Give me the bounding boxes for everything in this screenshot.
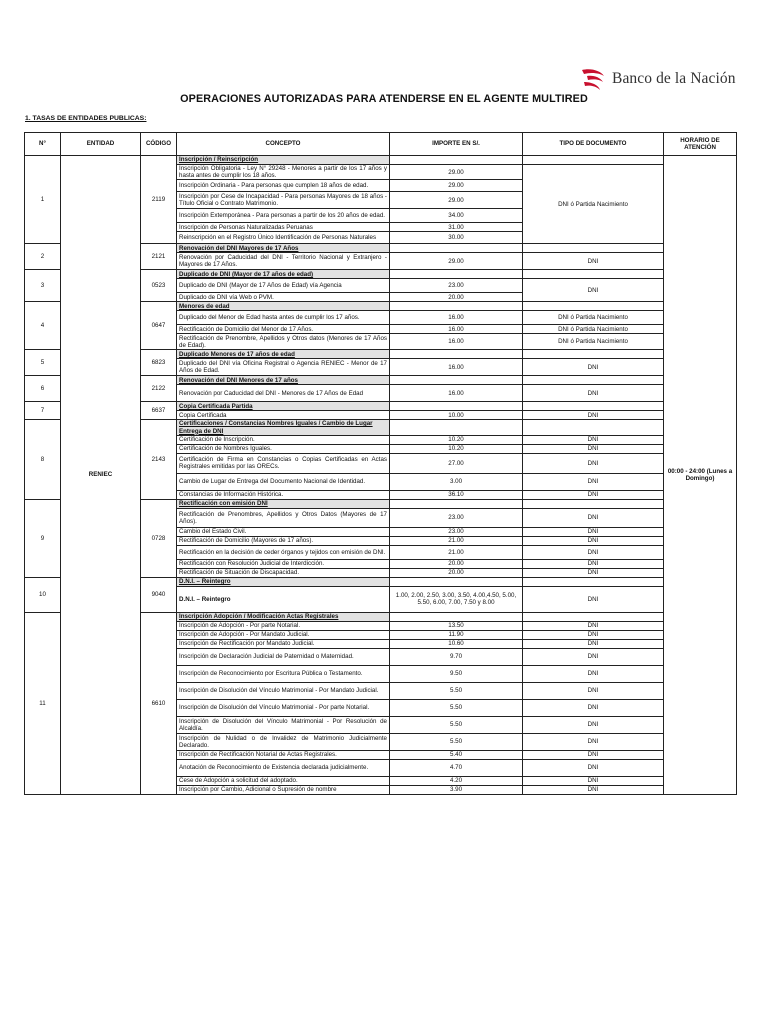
doc-type-cell: DNI ó Partida Nacimiento [523,334,664,350]
concept-cell: Inscripción de Personas Naturalizadas Peruanas [177,223,390,232]
concept-cell: Rectificación con Resolución Judicial de Interdicción. [177,559,390,568]
amount-cell: 13.50 [390,621,523,630]
doc-type-cell: DNI [523,759,664,776]
concept-cell: Reinscripción en el Registro Único Identificación de Personas Naturales [177,232,390,244]
amount-cell: 16.00 [390,325,523,334]
code-cell: 6823 [141,350,177,376]
concept-cell: Renovación por Caducidad del DNI - Menores de 17 Años de Edad [177,385,390,402]
amount-cell: 29.00 [390,180,523,192]
concept-cell: Cese de Adopción a solicitud del adoptado. [177,776,390,785]
bank-logo [578,66,736,92]
amount-cell: 16.00 [390,359,523,376]
concept-cell: Constancias de Información Histórica. [177,490,390,499]
col-header-importe: IMPORTE EN S/. [390,133,523,156]
code-cell: 2121 [141,244,177,270]
row-number: 9 [25,499,61,577]
concept-cell: Inscripción Obligatoria - Ley N° 29248 - Menores a partir de los 17 años y hasta antes de cumplir los 18 años. [177,165,390,180]
concept-cell: Inscripción de Nulidad o de Invalidez de Matrimonio Judicialmente Declarado. [177,733,390,750]
amount-cell: 36.10 [390,490,523,499]
col-header-concepto: CONCEPTO [177,133,390,156]
row-number: 8 [25,420,61,499]
concept-cell: Duplicado de DNI (Mayor de 17 Años de Edad) vía Agencia [177,279,390,293]
code-cell: 9040 [141,577,177,612]
doc-type-cell: DNI [523,733,664,750]
section-title: Duplicado de DNI (Mayor de 17 años de edad) [177,270,390,279]
code-cell: 2143 [141,420,177,499]
section-title: Duplicado Menores de 17 años de edad [177,350,390,359]
empty-cell [523,402,664,411]
concept-cell: Inscripción de Reconocimiento por Escritura Pública o Testamento. [177,665,390,682]
concept-cell: Duplicado de DNI vía Web o PVM. [177,293,390,302]
concept-cell: Inscripción de Rectificación Notarial de Actas Registrales. [177,750,390,759]
row-number: 10 [25,577,61,612]
concept-cell: Cambio del Estado Civil. [177,527,390,536]
amount-cell: 29.00 [390,253,523,270]
concept-cell: Inscripción de Adopción - Por parte Notarial. [177,621,390,630]
empty-cell [390,302,523,311]
doc-type-cell: DNI [523,559,664,568]
row-number: 6 [25,376,61,402]
entity-cell: RENIEC [61,156,141,795]
banco-nacion-logo-icon [578,66,608,92]
doc-type-cell: DNI [523,411,664,420]
section-title: Renovación del DNI Menores de 17 años [177,376,390,385]
concept-cell: Inscripción Ordinaria - Para personas que cumplen 18 años de edad. [177,180,390,192]
empty-cell [390,612,523,621]
amount-cell: 27.00 [390,453,523,473]
section-title: Rectificación con emisión DNI [177,499,390,508]
concept-cell: Duplicado del Menor de Edad hasta antes de cumplir los 17 años. [177,311,390,325]
row-number: 3 [25,270,61,302]
code-cell: 0647 [141,302,177,350]
empty-cell [523,376,664,385]
doc-type-cell: DNI [523,279,664,302]
doc-type-cell: DNI [523,639,664,648]
section-title: Menores de edad [177,302,390,311]
row-number: 1 [25,156,61,244]
row-number: 11 [25,612,61,794]
doc-type-cell: DNI [523,527,664,536]
empty-cell [390,270,523,279]
concept-cell: Certificación de Inscripción. [177,435,390,444]
page-title: OPERACIONES AUTORIZADAS PARA ATENDERSE EN EL AGENTE MULTIRED [180,93,588,105]
amount-cell: 3.00 [390,473,523,490]
concept-cell: Rectificación de Domicilio (Mayores de 17 años). [177,536,390,545]
amount-cell: 29.00 [390,165,523,180]
empty-cell [523,577,664,586]
doc-type-cell: DNI [523,444,664,453]
row-number: 7 [25,402,61,420]
concept-cell: Cambio de Lugar de Entrega del Documento Nacional de Identidad. [177,473,390,490]
bank-name: Banco de la Nación [612,70,736,87]
doc-type-cell: DNI [523,435,664,444]
empty-cell [523,350,664,359]
amount-cell: 5.50 [390,716,523,733]
amount-cell: 20.00 [390,559,523,568]
code-cell: 2122 [141,376,177,402]
amount-cell: 10.00 [390,411,523,420]
amount-cell: 23.00 [390,279,523,293]
concept-cell: Inscripción de Adopción - Por Mandato Judicial. [177,630,390,639]
doc-type-cell: DNI ó Partida Nacimiento [523,311,664,325]
code-cell: 6637 [141,402,177,420]
amount-cell: 5.40 [390,750,523,759]
empty-cell [390,350,523,359]
doc-type-cell: DNI [523,665,664,682]
empty-cell [390,499,523,508]
empty-cell [523,499,664,508]
amount-cell: 3.90 [390,785,523,794]
doc-type-cell: DNI ó Partida Nacimiento [523,165,664,244]
amount-cell: 5.50 [390,733,523,750]
doc-type-cell: DNI [523,359,664,376]
empty-cell [523,302,664,311]
doc-type-cell: DNI [523,568,664,577]
concept-cell: Inscripción por Cese de Incapacidad - Para personas Mayores de 18 años - Título Oficial o Contrato Matrimonio. [177,192,390,209]
doc-type-cell: DNI [523,490,664,499]
col-header-horario: HORARIO DE ATENCIÓN [664,133,737,156]
col-header-n: N° [25,133,61,156]
amount-cell: 9.70 [390,648,523,665]
section-subtitle: 1. TASAS DE ENTIDADES PUBLICAS: [25,115,147,122]
amount-cell: 29.00 [390,192,523,209]
empty-cell [390,420,523,435]
amount-cell: 1.00, 2.00, 2.50, 3.00, 3.50, 4.00,4.50, 5.00, 5.50, 6.00, 7.00, 7.50 y 8.00 [390,586,523,612]
doc-type-cell: DNI [523,508,664,527]
doc-type-cell: DNI [523,648,664,665]
amount-cell: 21.00 [390,536,523,545]
doc-type-cell: DNI [523,621,664,630]
doc-type-cell: DNI ó Partida Nacimiento [523,325,664,334]
section-title: Renovación del DNI Mayores de 17 Años [177,244,390,253]
concept-cell: Inscripción de Disolución del Vínculo Matrimonial - Por parte Notarial. [177,699,390,716]
col-header-tipo: TIPO DE DOCUMENTO [523,133,664,156]
empty-cell [390,402,523,411]
amount-cell: 5.50 [390,699,523,716]
amount-cell: 21.00 [390,545,523,559]
empty-cell [390,577,523,586]
amount-cell: 31.00 [390,223,523,232]
section-title: D.N.I. – Reintegro [177,577,390,586]
amount-cell: 10.20 [390,435,523,444]
schedule-cell: 00:00 - 24:00 (Lunes a Domingo) [664,156,737,795]
concept-cell: Inscripción de Disolución del Vínculo Matrimonial - Por Mandato Judicial. [177,682,390,699]
concept-cell: Duplicado del DNI vía Oficina Registral o Agencia RENIEC - Menor de 17 Años de Edad. [177,359,390,376]
concept-cell: Rectificación en la decisión de ceder órganos y tejidos con emisión de DNI. [177,545,390,559]
code-cell: 0728 [141,499,177,577]
doc-type-cell: DNI [523,536,664,545]
concept-cell: Inscripción de Disolución del Vínculo Matrimonial - Por Resolución de Alcaldía. [177,716,390,733]
amount-cell: 23.00 [390,508,523,527]
concept-cell: Renovación por Caducidad del DNI - Territorio Nacional y Extranjero - Mayores de 17 Años. [177,253,390,270]
concept-cell: Inscripción Extemporánea - Para personas a partir de los 20 años de edad. [177,209,390,223]
doc-type-cell: DNI [523,473,664,490]
amount-cell: 16.00 [390,334,523,350]
doc-type-cell: DNI [523,453,664,473]
code-cell: 2119 [141,156,177,244]
concept-cell: Inscripción de Rectificación por Mandato Judicial. [177,639,390,648]
empty-cell [523,420,664,435]
empty-cell [523,612,664,621]
section-title: Inscripción / Reinscripción [177,156,390,165]
doc-type-cell: DNI [523,586,664,612]
amount-cell: 23.00 [390,527,523,536]
doc-type-cell: DNI [523,253,664,270]
empty-cell [523,156,664,165]
row-number: 5 [25,350,61,376]
concept-cell: Inscripción de Declaración Judicial de Paternidad o Maternidad. [177,648,390,665]
row-number: 4 [25,302,61,350]
concept-cell: Copia Certificada [177,411,390,420]
section-title: Certificaciones / Constancias Nombres Iguales / Cambio de Lugar Entrega de DNI [177,420,390,435]
col-header-codigo: CÓDIGO [141,133,177,156]
amount-cell: 4.20 [390,776,523,785]
concept-cell: Certificación de Firma en Constancias o Copias Certificadas en Actas Registrales emitidas por las ORECs. [177,453,390,473]
amount-cell: 4.70 [390,759,523,776]
table-header-row [25,133,737,156]
section-row [25,156,737,165]
section-title: Inscripción Adopción / Modificación Actas Registrales [177,612,390,621]
amount-cell: 9.50 [390,665,523,682]
doc-type-cell: DNI [523,716,664,733]
concept-cell: Certificación de Nombres Iguales. [177,444,390,453]
empty-cell [390,156,523,165]
code-cell: 6610 [141,612,177,794]
doc-type-cell: DNI [523,750,664,759]
section-title: Copia Certificada Partida [177,402,390,411]
amount-cell: 30.00 [390,232,523,244]
doc-type-cell: DNI [523,385,664,402]
doc-type-cell: DNI [523,630,664,639]
empty-cell [523,244,664,253]
doc-type-cell: DNI [523,545,664,559]
empty-cell [390,244,523,253]
concept-cell: Rectificación de Domicilio del Menor de 17 Años. [177,325,390,334]
empty-cell [523,270,664,279]
col-header-entidad: ENTIDAD [61,133,141,156]
doc-type-cell: DNI [523,776,664,785]
doc-type-cell: DNI [523,682,664,699]
concept-cell: Rectificación de Prenombre, Apellidos y Otros datos (Menores de 17 Años de Edad). [177,334,390,350]
concept-cell: Anotación de Reconocimiento de Existencia declarada judicialmente. [177,759,390,776]
row-number: 2 [25,244,61,270]
doc-type-cell: DNI [523,785,664,794]
amount-cell: 16.00 [390,385,523,402]
code-cell: 0523 [141,270,177,302]
amount-cell: 10.20 [390,444,523,453]
amount-cell: 20.00 [390,568,523,577]
rates-table [24,132,737,795]
amount-cell: 11.90 [390,630,523,639]
empty-cell [390,376,523,385]
amount-cell: 5.50 [390,682,523,699]
amount-cell: 34.00 [390,209,523,223]
amount-cell: 20.00 [390,293,523,302]
concept-cell: D.N.I. – Reintegro [177,586,390,612]
amount-cell: 16.00 [390,311,523,325]
doc-type-cell: DNI [523,699,664,716]
concept-cell: Rectificación de Prenombres, Apellidos y Otros Datos (Mayores de 17 Años). [177,508,390,527]
amount-cell: 10.60 [390,639,523,648]
concept-cell: Inscripción por Cambio, Adicional o Supresión de nombre [177,785,390,794]
concept-cell: Rectificación de Situación de Discapacidad. [177,568,390,577]
